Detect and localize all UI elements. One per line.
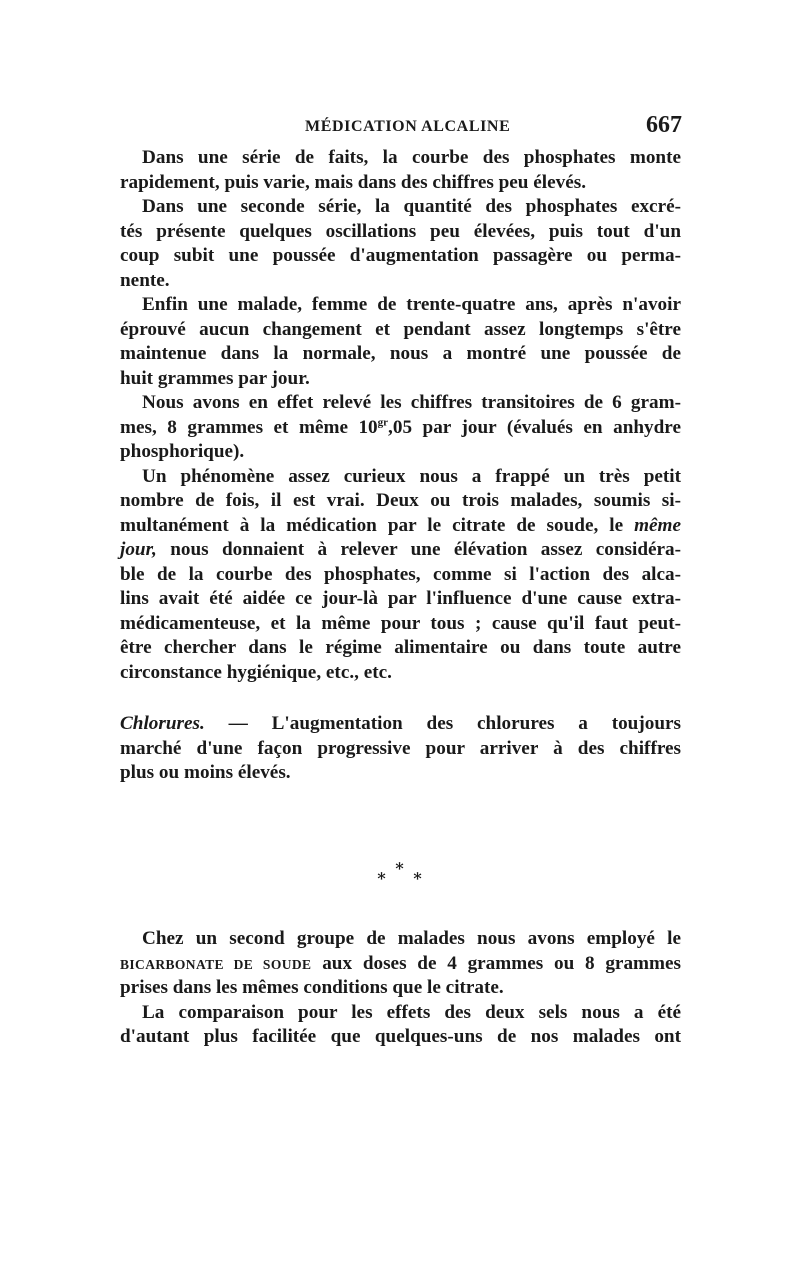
text-line xyxy=(120,538,681,563)
page-number: 667 xyxy=(646,112,682,138)
text-line: médicamenteuse, et la même pour tous ; cause qu'il faut peut- xyxy=(120,612,681,634)
unit-superscript: gr xyxy=(377,416,389,429)
text-line: plus ou moins élevés. xyxy=(120,762,291,783)
asterisk-icon: ∗ xyxy=(394,858,406,875)
small-caps-term: BICARBONATE DE SOUDE xyxy=(120,956,312,972)
second-section-text xyxy=(120,927,681,1050)
text-line: nente. xyxy=(120,269,170,291)
text-line: marché d'une façon progressive pour arriver à des chiffres xyxy=(120,737,681,759)
text-line: être chercher dans le régime alimentaire ou dans toute autre xyxy=(120,637,681,658)
text-line: lins avait été aidée ce jour-là par l'influence d'une cause extra- xyxy=(120,588,681,609)
emphasis: jour, xyxy=(120,539,157,560)
text-line: maintenue dans la normale, nous a montré une poussée de xyxy=(120,343,681,364)
section-heading: Chlorures. xyxy=(120,713,205,734)
text-fragment: nous donnaient à relever une élévation assez considéra- xyxy=(156,539,681,560)
text-line: phosphorique). xyxy=(120,441,245,462)
page-header xyxy=(0,112,800,142)
text-line: La comparaison pour les effets des deux sels nous a été xyxy=(142,1001,681,1023)
text-line: ble de la courbe des phosphates, comme si l'action des alca- xyxy=(120,563,681,585)
text-line: rapidement, puis varie, mais dans des chiffres peu élevés. xyxy=(120,171,586,193)
text-fragment: mes, 8 grammes et même 10 xyxy=(120,416,378,438)
text-line: éprouvé aucun changement et pendant assez longtemps s'être xyxy=(120,318,681,340)
text-line: Un phénomène assez curieux nous a frappé un très petit xyxy=(142,465,681,487)
running-title: MÉDICATION ALCALINE xyxy=(305,118,511,135)
asterism-separator xyxy=(372,856,432,886)
emphasis: même xyxy=(634,514,681,536)
text-fragment: ,05 par jour (évalués en anhydre xyxy=(388,416,681,438)
text-line: Enfin une malade, femme de trente-quatre ans, après n'avoir xyxy=(142,294,681,315)
text-line: Dans une série de faits, la courbe des phosphates monte xyxy=(142,147,681,168)
text-fragment: — L'augmentation des chlorures a toujours xyxy=(204,713,681,734)
text-line xyxy=(120,712,681,737)
text-line: d'autant plus facilitée que quelques-uns de nos malades ont xyxy=(120,1026,681,1047)
text-line: Nous avons en effet relevé les chiffres transitoires de 6 gram- xyxy=(142,392,681,413)
text-line: Chez un second groupe de malades nous avons employé le xyxy=(142,928,681,949)
text-fragment: aux doses de 4 grammes ou 8 grammes xyxy=(311,952,681,974)
text-fragment: multanément à la médication par le citrate de soude, le xyxy=(120,514,635,536)
asterisk-icon: ∗ xyxy=(412,868,424,885)
text-line: prises dans les mêmes conditions que le citrate. xyxy=(120,977,504,998)
text-line: coup subit une poussée d'augmentation passagère ou perma- xyxy=(120,245,681,266)
text-line xyxy=(120,952,681,977)
asterisk-icon: ∗ xyxy=(376,868,388,885)
text-line xyxy=(120,514,681,539)
text-line: circonstance hygiénique, etc., etc. xyxy=(120,661,392,683)
text-line: Dans une seconde série, la quantité des phosphates excré- xyxy=(142,196,681,217)
text-line xyxy=(120,416,681,441)
text-line: huit grammes par jour. xyxy=(120,367,310,389)
main-text xyxy=(120,146,681,786)
text-line: tés présente quelques oscillations peu élevées, puis tout d'un xyxy=(120,220,681,242)
text-line: nombre de fois, il est vrai. Deux ou trois malades, soumis si- xyxy=(120,490,681,511)
